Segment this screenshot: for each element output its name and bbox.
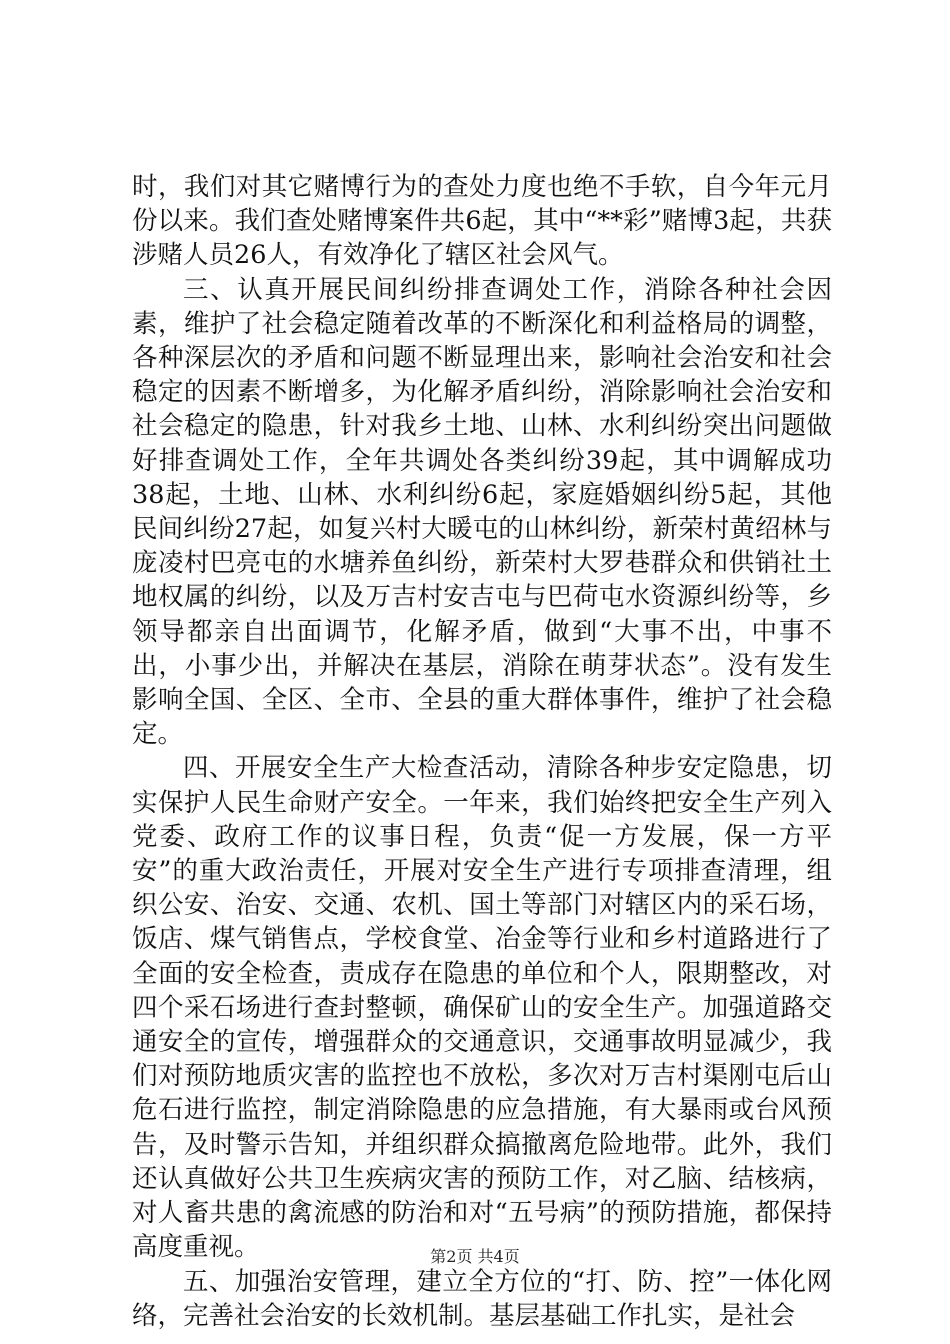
paragraph-section-3: 三、认真开展民间纠纷排查调处工作，消除各种社会因素，维护了社会稳定随着改革的不断深化和利益格局的调整，各种深层次的矛盾和问题不断显理出来，影响社会治安和社会稳定的因素不断增多，为化解矛盾纠纷，消除影响社会治安和社会稳定的隐患，针对我乡土地、山林、水利纠纷突出问题做好排查调处工作，全年共调处各类纠纷39起，其中调解成功38起，土地、山林、水利纠纷6起，家庭婚姻纠纷5起，其他民间纠纷27起，如复兴村大暖屯的山林纠纷，新荣村黄绍林与庞凌村巴亮屯的水塘养鱼纠纷，新荣村大罗巷群众和供销社土地权属的纠纷，以及万吉村安吉屯与巴荷屯水资源纠纷等，乡领导都亲自出面调节，化解矛盾，做到“大事不出，中事不出，小事少出，并解决在基层，消除在萌芽状态”。没有发生影响全国、全区、全市、全县的重大群体事件，维护了社会稳定。 — [132, 274, 832, 750]
document-body — [132, 170, 832, 1333]
paragraph-section-4: 四、开展安全生产大检查活动，清除各种步安定隐患，切实保护人民生命财产安全。一年来，我们始终把安全生产列入党委、政府工作的议事日程，负责“促一方发展，保一方平安”的重大政治责任，开展对安全生产进行专项排查清理，组织公安、治安、交通、农机、国土等部门对辖区内的采石场，饭店、煤气销售点，学校食堂、冶金等行业和乡村道路进行了全面的安全检查，责成存在隐患的单位和个人，限期整改，对四个采石场进行查封整顿，确保矿山的安全生产。加强道路交通安全的宣传，增强群众的交通意识，交通事故明显减少，我们对预防地质灾害的监控也不放松，多次对万吉村渠刚屯后山危石进行监控，制定消除隐患的应急措施，有大暴雨或台风预告，及时警示告知，并组织群众搞撤离危险地带。此外，我们还认真做好公共卫生疾病灾害的预防工作，对乙脑、结核病，对人畜共患的禽流感的防治和对“五号病”的预防措施，都保持高度重视。 — [132, 753, 832, 1263]
page-number-footer: 第2页 共4页 — [430, 1247, 520, 1266]
paragraph-section-5: 五、加强治安管理，建立全方位的“打、防、控”一体化网络，完善社会治安的长效机制。基层基础工作扎实，是社会 — [132, 1266, 832, 1331]
paragraph-continuation: 时，我们对其它赌博行为的查处力度也绝不手软，自今年元月份以来。我们查处赌博案件共6起，其中“**彩”赌博3起，共获涉赌人员26人，有效净化了辖区社会风气。 — [132, 172, 832, 271]
